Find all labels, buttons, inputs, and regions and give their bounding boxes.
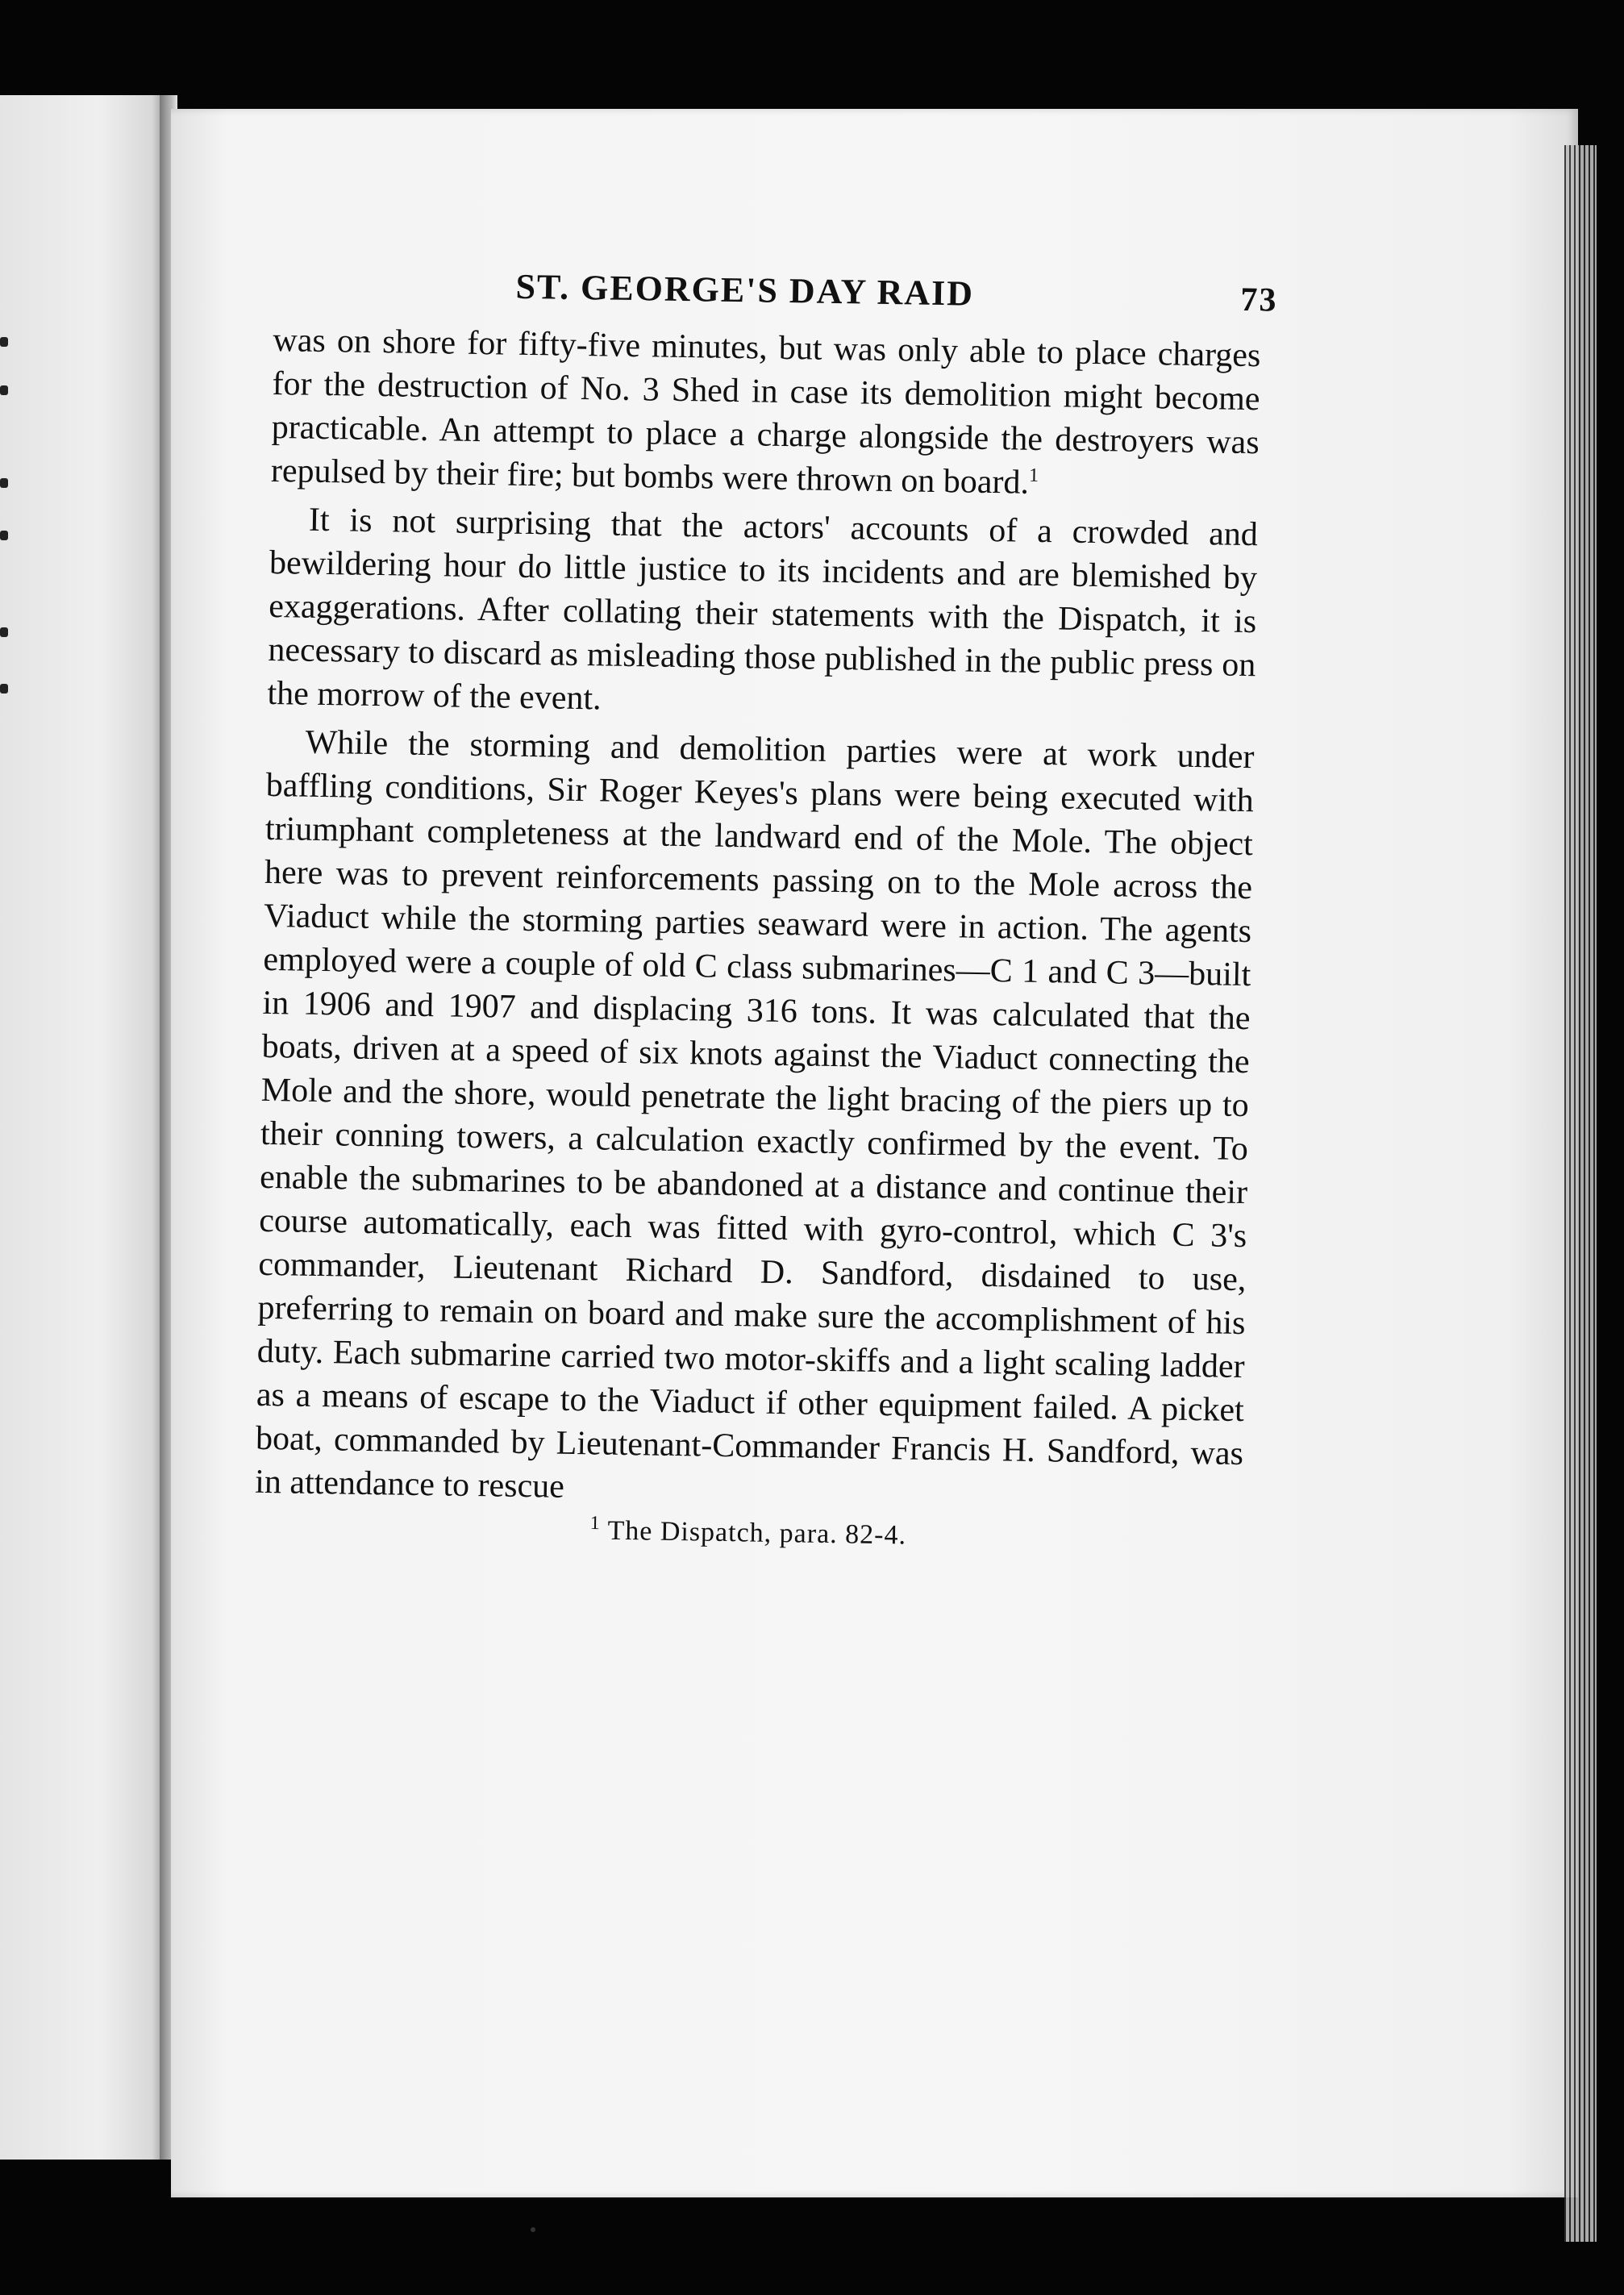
print-mark [0, 337, 8, 347]
print-mark [0, 531, 8, 540]
print-mark [0, 684, 8, 693]
page-text [254, 262, 1278, 1556]
footnote-text: The Dispatch, para. 82-4. [607, 1515, 907, 1551]
footnote-reference: 1 [1028, 464, 1039, 486]
page-number: 73 [1240, 281, 1278, 319]
paragraph [255, 720, 1255, 1519]
running-title: ST. GEORGE'S DAY RAID [515, 266, 975, 314]
paragraph-text: While the storming and demolition parties were at work under baffling conditions, Sir Roger Keyes's plans were being executed with triumphant completeness at the landward end of the Mole. The object here was to prevent reinforcements passing on to the Mole across the Viaduct while the storming parties seaward were in action. The agents employed were a couple of old C class submarines—C 1 and C 3—built in 1906 and 1907 and displacing 316 tons. It was calculated that the boats, driven at a speed of six knots against the Viaduct connecting the Mole and the shore, would penetrate the light bracing of the piers up to their conning towers, a calculation exactly confirmed by the event. To enable the submarines to be abandoned at a distance and continue their course automatically, each was fitted with gyro-control, which C 3's commander, Lieutenant Richard D. Sandford, disdained to use, preferring to remain on board and make sure the accomplishment of his duty. Each submarine carried two motor-skiffs and a light scaling ladder as a means of escape to the Viaduct if other equipment failed. A picket boat, commanded by Lieutenant-Commander Francis H. Sandford, was in attendance to rescue [254, 723, 1255, 1506]
facing-page-edge [0, 95, 165, 2160]
page-stack-edge [1564, 145, 1597, 2242]
paragraph [267, 498, 1258, 731]
body-text [255, 319, 1261, 1519]
paragraph-text: It is not surprising that the actors' accounts of a crowded and bewildering hour do little justice to its incidents and are blemished by exaggerations. After collating their statements with the Dispatch, it is necessary to discard as misleading those published in the public press on the morrow of the event. [267, 501, 1259, 718]
footnote-mark: 1 [589, 1513, 601, 1535]
paragraph [271, 319, 1261, 508]
print-speck [531, 2227, 535, 2232]
print-mark [0, 385, 8, 395]
print-mark [0, 627, 8, 637]
paragraph-text: was on shore for fifty-five minutes, but was only able to place charges for the destruction of No. 3 Shed in case its demolition might become practicable. An attempt to place a charge alongside the destroyers was repulsed by their fire; but bombs were thrown on board. [270, 321, 1261, 502]
print-mark [0, 478, 8, 488]
